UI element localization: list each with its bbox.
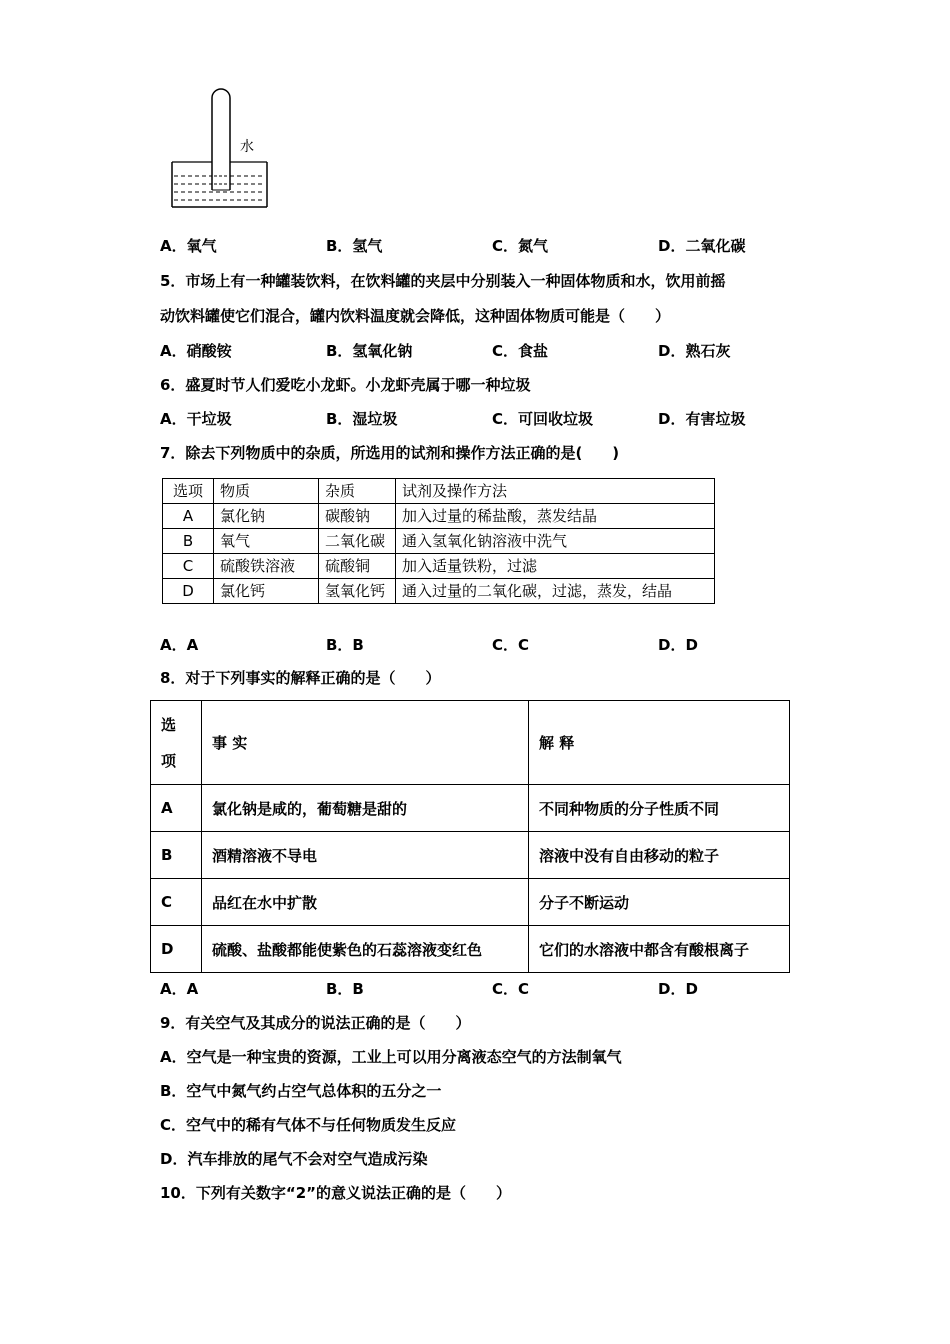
q6-options <box>160 409 800 431</box>
test-tube-diagram <box>170 84 270 210</box>
table-row <box>163 504 715 529</box>
q6-stem: 6．盛夏时节人们爱吃小龙虾。小龙虾壳属于哪一种垃圾 <box>160 376 531 394</box>
q7-option-a[interactable]: A．A <box>160 636 199 654</box>
table-row <box>151 785 790 832</box>
q4-option-b[interactable]: B．氢气 <box>326 237 383 255</box>
table-cell: 氯化钙 <box>214 579 319 604</box>
table-header-row <box>151 701 790 785</box>
q8-table <box>150 700 790 973</box>
q5-option-d[interactable]: D．熟石灰 <box>658 342 731 360</box>
table-cell: 通入过量的二氧化碳，过滤，蒸发，结晶 <box>396 579 715 604</box>
q8-option-b[interactable]: B．B <box>326 980 364 998</box>
header-option-line2: 项 <box>161 751 177 770</box>
table-header-row <box>163 479 715 504</box>
q5-stem-line2: 动饮料罐使它们混合，罐内饮料温度就会降低，这种固体物质可能是（ ） <box>160 307 671 325</box>
q9-stem: 9．有关空气及其成分的说法正确的是（ ） <box>160 1014 471 1032</box>
q7-stem: 7．除去下列物质中的杂质，所选用的试剂和操作方法正确的是( ) <box>160 444 620 462</box>
q5-stem-line1: 5．市场上有一种罐装饮料，在饮料罐的夹层中分别装入一种固体物质和水，饮用前摇 <box>160 272 726 290</box>
table-cell: 硫酸铜 <box>319 554 396 579</box>
q4-option-c[interactable]: C．氮气 <box>492 237 549 255</box>
q9-option-b[interactable]: B．空气中氮气约占空气总体积的五分之一 <box>160 1082 442 1100</box>
q8-option-d[interactable]: D．D <box>658 980 698 998</box>
table-cell: 碳酸钠 <box>319 504 396 529</box>
water-label: 水 <box>240 139 254 155</box>
table-row <box>163 579 715 604</box>
table-cell: 硫酸铁溶液 <box>214 554 319 579</box>
q4-options <box>160 236 800 258</box>
table-cell: 氯化钠是咸的，葡萄糖是甜的 <box>202 785 529 832</box>
table-header-cell: 杂质 <box>319 479 396 504</box>
table-cell: A <box>163 504 214 529</box>
table-cell: B <box>163 529 214 554</box>
q6-option-b[interactable]: B．湿垃圾 <box>326 410 398 428</box>
q8-option-c[interactable]: C．C <box>492 980 530 998</box>
table-header-cell <box>151 701 202 785</box>
q6-option-a[interactable]: A．干垃圾 <box>160 410 232 428</box>
q10-stem: 10．下列有关数字“2”的意义说法正确的是（ ） <box>160 1184 512 1202</box>
table-row <box>151 879 790 926</box>
q4-option-d[interactable]: D．二氧化碳 <box>658 237 746 255</box>
table-cell: 硫酸、盐酸都能使紫色的石蕊溶液变红色 <box>202 926 529 973</box>
q7-option-d[interactable]: D．D <box>658 636 698 654</box>
table-header-cell: 选项 <box>163 479 214 504</box>
table-cell: 加入过量的稀盐酸，蒸发结晶 <box>396 504 715 529</box>
q5-option-c[interactable]: C．食盐 <box>492 342 549 360</box>
q7-option-c[interactable]: C．C <box>492 636 530 654</box>
q8-options <box>160 979 800 1001</box>
table-cell: B <box>151 832 202 879</box>
q5-option-a[interactable]: A．硝酸铵 <box>160 342 232 360</box>
q5-options <box>160 341 800 363</box>
table-row <box>151 926 790 973</box>
table-cell: 加入适量铁粉，过滤 <box>396 554 715 579</box>
q8-stem: 8．对于下列事实的解释正确的是（ ） <box>160 669 441 687</box>
table-header-cell: 解 释 <box>529 701 790 785</box>
table-cell: C <box>163 554 214 579</box>
table-cell: 氯化钠 <box>214 504 319 529</box>
table-cell: 它们的水溶液中都含有酸根离子 <box>529 926 790 973</box>
q7-options <box>160 635 800 657</box>
q7-option-b[interactable]: B．B <box>326 636 364 654</box>
table-cell: 氢氧化钙 <box>319 579 396 604</box>
table-header-cell: 事 实 <box>202 701 529 785</box>
test-tube-figure <box>170 84 270 210</box>
table-header-cell: 试剂及操作方法 <box>396 479 715 504</box>
table-cell: 二氧化碳 <box>319 529 396 554</box>
header-option-line1: 选 <box>161 715 177 734</box>
table-row <box>163 554 715 579</box>
q4-option-a[interactable]: A．氧气 <box>160 237 217 255</box>
q6-option-c[interactable]: C．可回收垃圾 <box>492 410 594 428</box>
table-cell: A <box>151 785 202 832</box>
table-row <box>151 832 790 879</box>
table-cell: 氧气 <box>214 529 319 554</box>
q8-option-a[interactable]: A．A <box>160 980 199 998</box>
table-cell: C <box>151 879 202 926</box>
table-cell: 酒精溶液不导电 <box>202 832 529 879</box>
table-header-cell: 物质 <box>214 479 319 504</box>
table-cell: D <box>151 926 202 973</box>
q9-option-d[interactable]: D．汽车排放的尾气不会对空气造成污染 <box>160 1150 428 1168</box>
table-cell: 品红在水中扩散 <box>202 879 529 926</box>
table-cell: 分子不断运动 <box>529 879 790 926</box>
q9-option-a[interactable]: A．空气是一种宝贵的资源，工业上可以用分离液态空气的方法制氧气 <box>160 1048 622 1066</box>
q6-option-d[interactable]: D．有害垃圾 <box>658 410 746 428</box>
q7-table <box>162 478 715 604</box>
q9-option-c[interactable]: C．空气中的稀有气体不与任何物质发生反应 <box>160 1116 457 1134</box>
table-cell: 不同种物质的分子性质不同 <box>529 785 790 832</box>
table-cell: D <box>163 579 214 604</box>
q5-option-b[interactable]: B．氢氧化钠 <box>326 342 413 360</box>
table-row <box>163 529 715 554</box>
table-cell: 通入氢氧化钠溶液中洗气 <box>396 529 715 554</box>
table-cell: 溶液中没有自由移动的粒子 <box>529 832 790 879</box>
